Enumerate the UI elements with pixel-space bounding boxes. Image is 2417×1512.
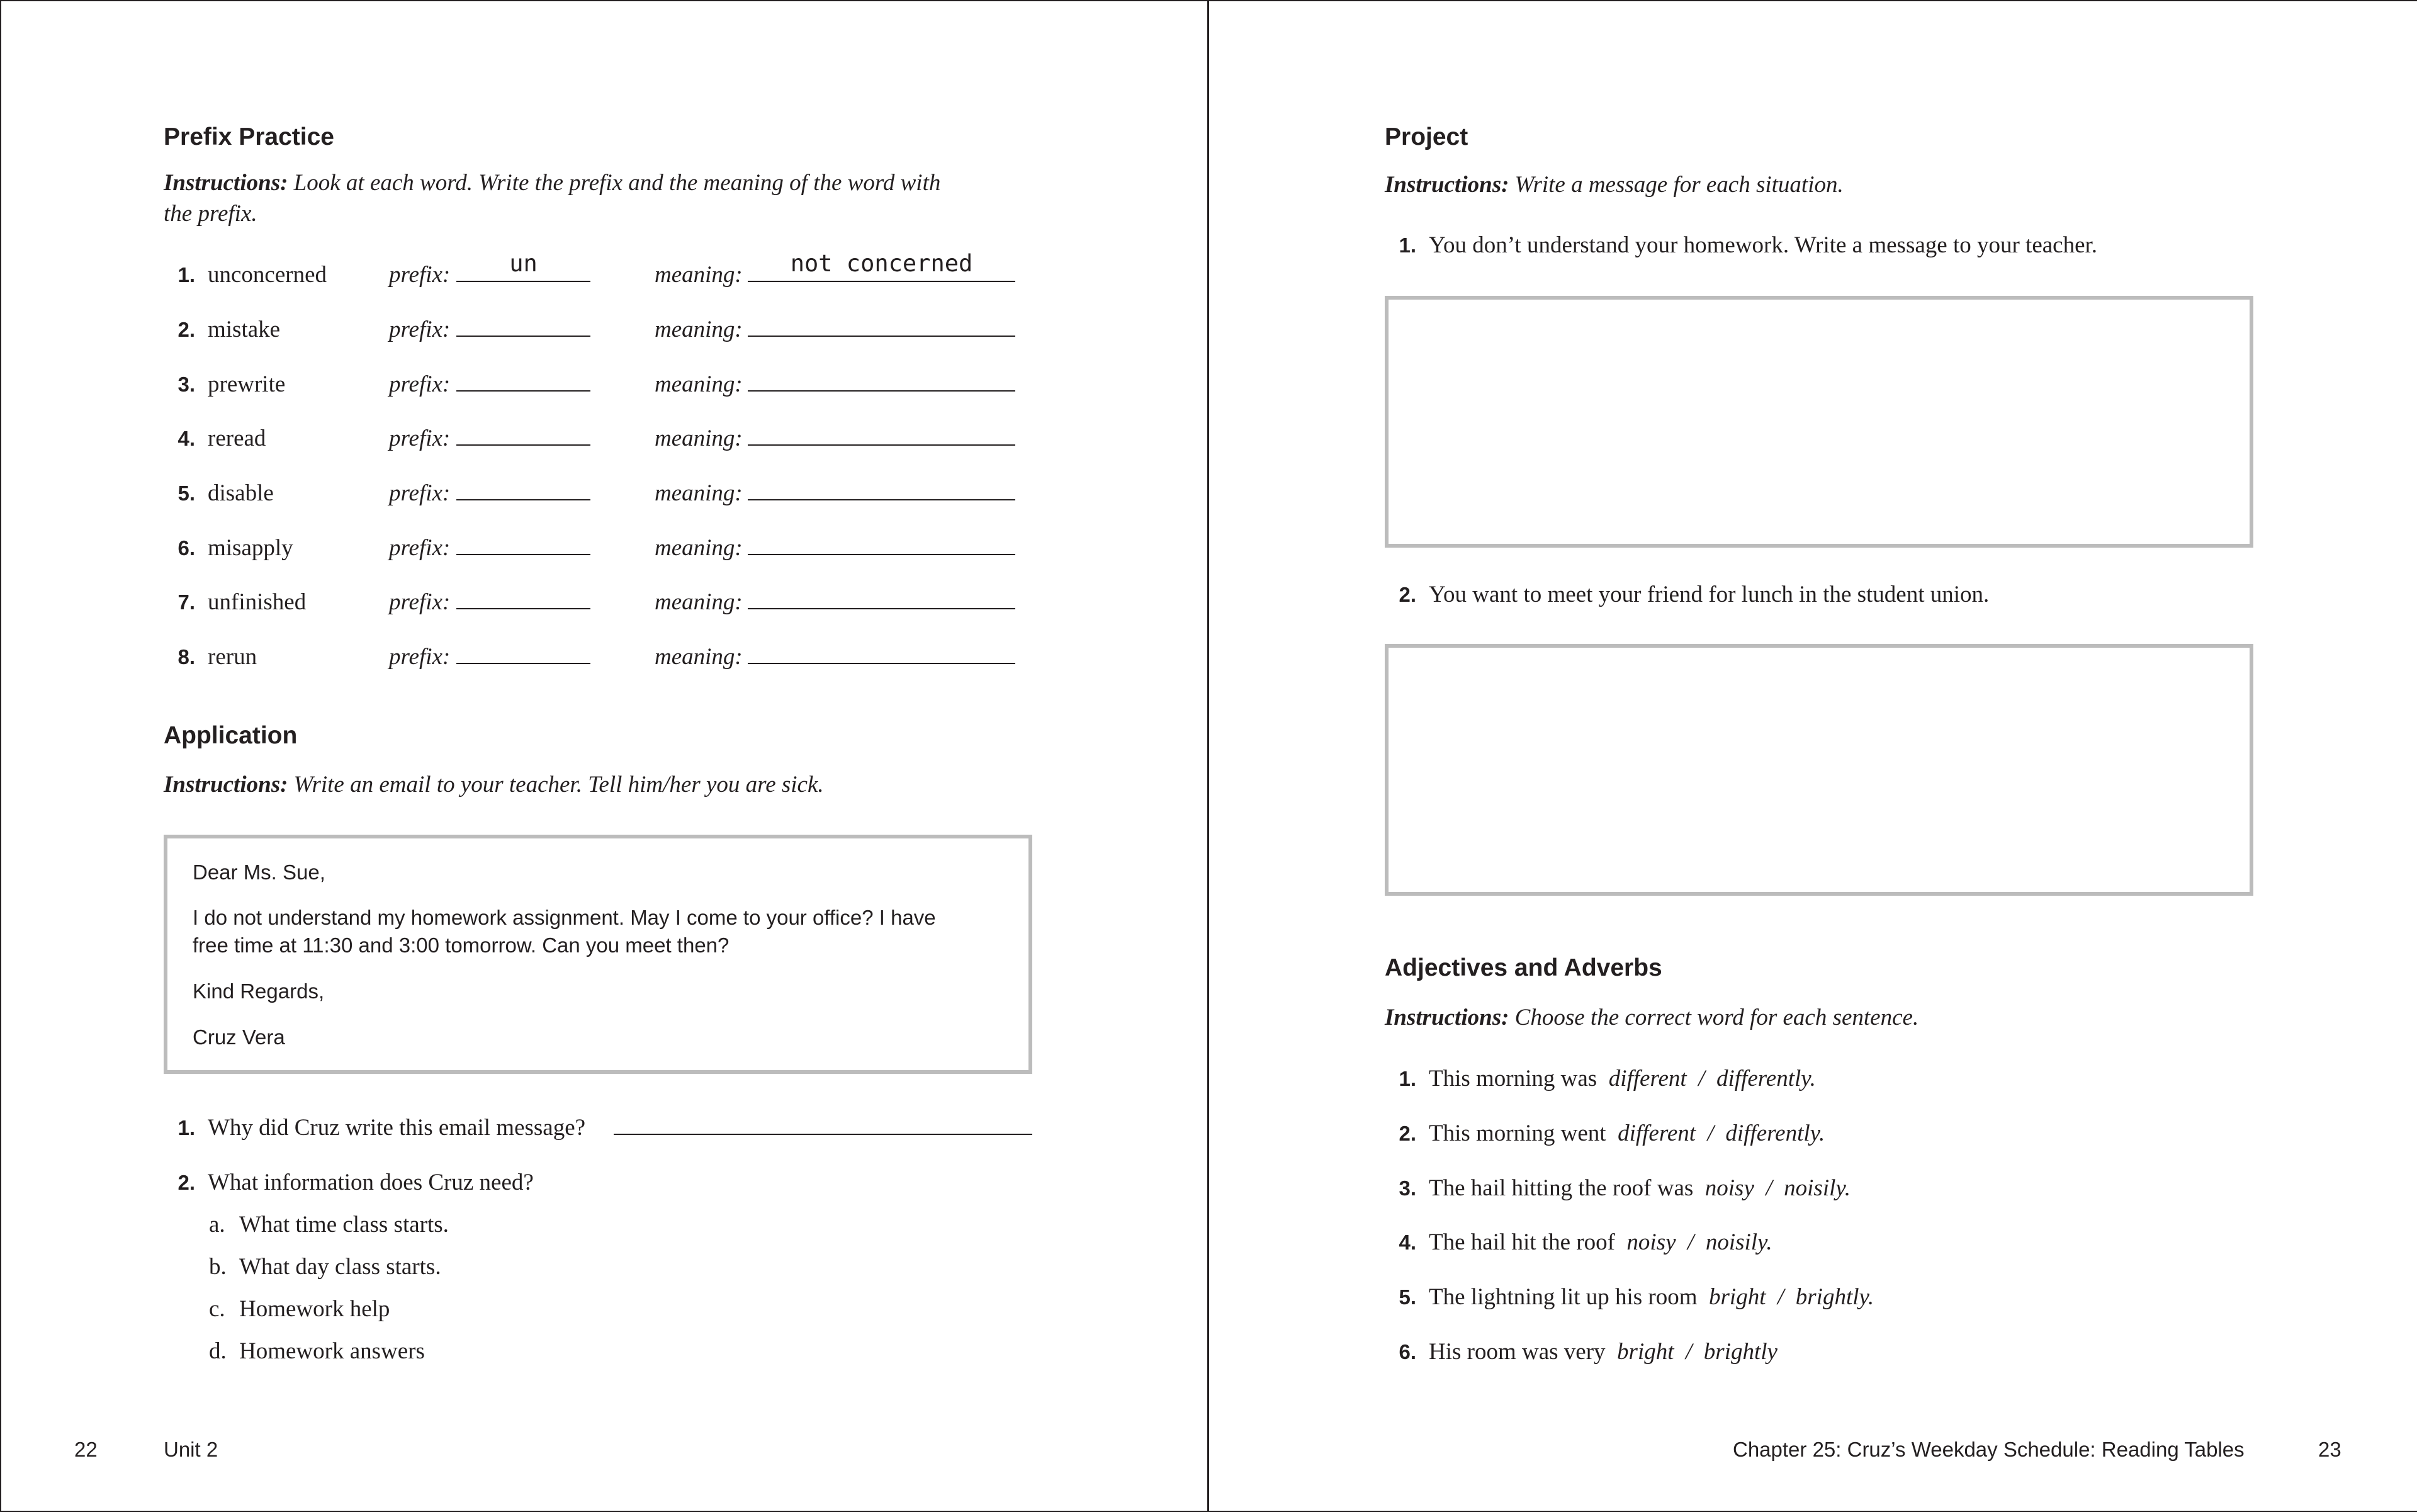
email-closing: Kind Regards, [193, 979, 325, 1003]
left-page [0, 0, 1207, 1511]
sentence-text: The lightning lit up his room [1429, 1284, 1698, 1310]
prefix-word: unconcerned [208, 262, 327, 288]
choice-text: What time class starts. [239, 1212, 449, 1238]
meaning-answer-line[interactable] [748, 608, 1015, 609]
sentence [1429, 1067, 1816, 1090]
option-separator: / [1707, 1120, 1714, 1146]
meaning-answer-line[interactable] [748, 390, 1015, 392]
meaning-label: meaning: [655, 535, 743, 561]
prefix-practice-heading: Prefix Practice [164, 123, 335, 150]
page-number: 22 [74, 1438, 98, 1461]
meaning-answer-line[interactable] [748, 444, 1015, 446]
choice-a[interactable] [209, 1212, 449, 1238]
meaning-label: meaning: [655, 317, 743, 342]
prefix-label: prefix: [389, 589, 451, 615]
choice-text: Homework help [239, 1296, 390, 1322]
prefix-word: misapply [208, 535, 293, 561]
meaning-label: meaning: [655, 644, 743, 670]
question-number: 1. [177, 1116, 195, 1139]
option-adverb[interactable]: brightly [1703, 1339, 1778, 1365]
meaning-answer-line[interactable] [748, 663, 1015, 664]
option-separator: / [1777, 1284, 1784, 1310]
message-answer-box[interactable] [1385, 296, 2253, 548]
prefix-word: prewrite [208, 371, 286, 397]
option-adverb[interactable]: brightly. [1795, 1284, 1874, 1310]
email-signature: Cruz Vera [193, 1025, 285, 1049]
prefix-word: rerun [208, 644, 257, 670]
question-number: 2. [177, 1171, 195, 1194]
project-item-text: You don’t understand your homework. Write a message to your teacher. [1429, 232, 2098, 258]
prefix-answer: un [509, 250, 538, 277]
meaning-label: meaning: [655, 426, 743, 451]
option-adjective[interactable]: bright [1709, 1284, 1766, 1310]
prefix-word: reread [208, 426, 266, 451]
instructions-label: Instructions: [164, 772, 288, 798]
choice-d[interactable] [209, 1338, 425, 1364]
sentence [1429, 1176, 1851, 1200]
sentence-text: The hail hitting the roof was [1429, 1175, 1694, 1201]
question-2-text: What information does Cruz need? [208, 1170, 534, 1195]
item-number: 2. [1399, 583, 1416, 606]
prefix-word: unfinished [208, 589, 307, 615]
project-heading: Project [1385, 123, 1468, 150]
prefix-answer-line[interactable] [456, 608, 590, 609]
message-answer-box[interactable] [1385, 644, 2253, 896]
instructions-line2: the prefix. [164, 201, 257, 227]
item-number: 7. [177, 590, 195, 614]
sentence-text: This morning was [1429, 1066, 1597, 1092]
option-adverb[interactable]: differently. [1716, 1066, 1816, 1092]
adjectives-adverbs-heading: Adjectives and Adverbs [1385, 954, 1662, 981]
instructions-label: Instructions: [164, 170, 288, 196]
option-adjective[interactable]: noisy [1626, 1229, 1676, 1255]
meaning-answer: not concerned [790, 250, 973, 277]
meaning-answer-line[interactable] [748, 336, 1015, 337]
item-number: 3. [177, 373, 195, 396]
choice-letter: a. [209, 1212, 225, 1238]
sentence [1429, 1122, 1825, 1145]
prefix-label: prefix: [389, 480, 451, 506]
choice-b[interactable] [209, 1254, 441, 1280]
item-number: 4. [177, 427, 195, 450]
sentence [1429, 1285, 1874, 1309]
sentence [1429, 1231, 1772, 1254]
instructions-label: Instructions: [1385, 172, 1509, 198]
sentence [1429, 1340, 1778, 1363]
option-adverb[interactable]: noisily. [1784, 1175, 1851, 1201]
option-adjective[interactable]: different [1618, 1120, 1696, 1146]
prefix-practice-instructions [164, 167, 1045, 229]
prefix-answer-line[interactable] [456, 281, 590, 282]
choice-letter: d. [209, 1338, 227, 1364]
prefix-word: mistake [208, 317, 281, 342]
choice-text: Homework answers [239, 1338, 425, 1364]
option-adverb[interactable]: differently. [1725, 1120, 1825, 1146]
prefix-answer-line[interactable] [456, 663, 590, 664]
item-number: 3. [1399, 1176, 1416, 1200]
prefix-answer-line[interactable] [456, 390, 590, 392]
prefix-word: disable [208, 480, 274, 506]
email-greeting: Dear Ms. Sue, [193, 860, 325, 884]
choice-letter: b. [209, 1254, 227, 1280]
option-adverb[interactable]: noisily. [1705, 1229, 1772, 1255]
prefix-answer-line[interactable] [456, 499, 590, 500]
meaning-label: meaning: [655, 371, 743, 397]
item-number: 6. [177, 536, 195, 560]
item-number: 2. [177, 318, 195, 341]
right-page [1209, 0, 2416, 1511]
application-heading: Application [164, 722, 298, 749]
option-adjective[interactable]: noisy [1704, 1175, 1754, 1201]
meaning-label: meaning: [655, 480, 743, 506]
instructions-text: Write a message for each situation. [1514, 172, 1844, 198]
question-1-text: Why did Cruz write this email message? [208, 1115, 586, 1141]
chapter-title: Chapter 25: Cruz’s Weekday Schedule: Reading Tables [1733, 1438, 2245, 1461]
instructions-line1: Look at each word. Write the prefix and the meaning of the word with [293, 170, 941, 196]
choice-text: What day class starts. [239, 1254, 441, 1280]
item-number: 6. [1399, 1340, 1416, 1363]
item-number: 5. [177, 482, 195, 505]
meaning-answer-line[interactable] [748, 499, 1015, 500]
item-number: 2. [1399, 1122, 1416, 1145]
sentence-text: The hail hit the roof [1429, 1229, 1615, 1255]
project-item-text: You want to meet your friend for lunch in the student union. [1429, 582, 1990, 607]
option-separator: / [1687, 1229, 1694, 1255]
instructions-label: Instructions: [1385, 1005, 1509, 1030]
sentence-text: This morning went [1429, 1120, 1606, 1146]
prefix-label: prefix: [389, 426, 451, 451]
prefix-label: prefix: [389, 535, 451, 561]
prefix-label: prefix: [389, 262, 451, 288]
item-number: 5. [1399, 1285, 1416, 1309]
item-number: 8. [177, 645, 195, 669]
option-separator: / [1698, 1066, 1705, 1092]
adjectives-adverbs-instructions [1385, 1002, 2329, 1033]
choice-letter: c. [209, 1296, 225, 1322]
instructions-text: Choose the correct word for each sentence. [1514, 1005, 1919, 1030]
option-adjective[interactable]: bright [1617, 1339, 1674, 1365]
item-number: 1. [177, 263, 195, 286]
item-number: 1. [1399, 234, 1416, 257]
item-number: 4. [1399, 1231, 1416, 1254]
meaning-label: meaning: [655, 589, 743, 615]
prefix-label: prefix: [389, 644, 451, 670]
email-body-line1: I do not understand my homework assignment. May I come to your office? I have [193, 906, 936, 929]
prefix-answer-line[interactable] [456, 336, 590, 337]
prefix-answer-line[interactable] [456, 444, 590, 446]
meaning-answer-line[interactable] [748, 281, 1015, 282]
meaning-label: meaning: [655, 262, 743, 288]
project-instructions [1385, 169, 2329, 200]
meaning-answer-line[interactable] [748, 554, 1015, 555]
prefix-label: prefix: [389, 371, 451, 397]
email-body-line2: free time at 11:30 and 3:00 tomorrow. Can you meet then? [193, 934, 730, 957]
application-instructions [164, 769, 1108, 800]
question-1-answer-line[interactable] [614, 1134, 1032, 1135]
option-adjective[interactable]: different [1608, 1066, 1687, 1092]
item-number: 1. [1399, 1067, 1416, 1090]
option-separator: / [1686, 1339, 1693, 1365]
page-number: 23 [2318, 1438, 2341, 1461]
prefix-answer-line[interactable] [456, 554, 590, 555]
instructions-text: Write an email to your teacher. Tell him/her you are sick. [293, 772, 824, 798]
prefix-label: prefix: [389, 317, 451, 342]
choice-c[interactable] [209, 1296, 390, 1322]
option-separator: / [1766, 1175, 1772, 1201]
unit-label: Unit 2 [164, 1438, 218, 1461]
sentence-text: His room was very [1429, 1339, 1606, 1365]
